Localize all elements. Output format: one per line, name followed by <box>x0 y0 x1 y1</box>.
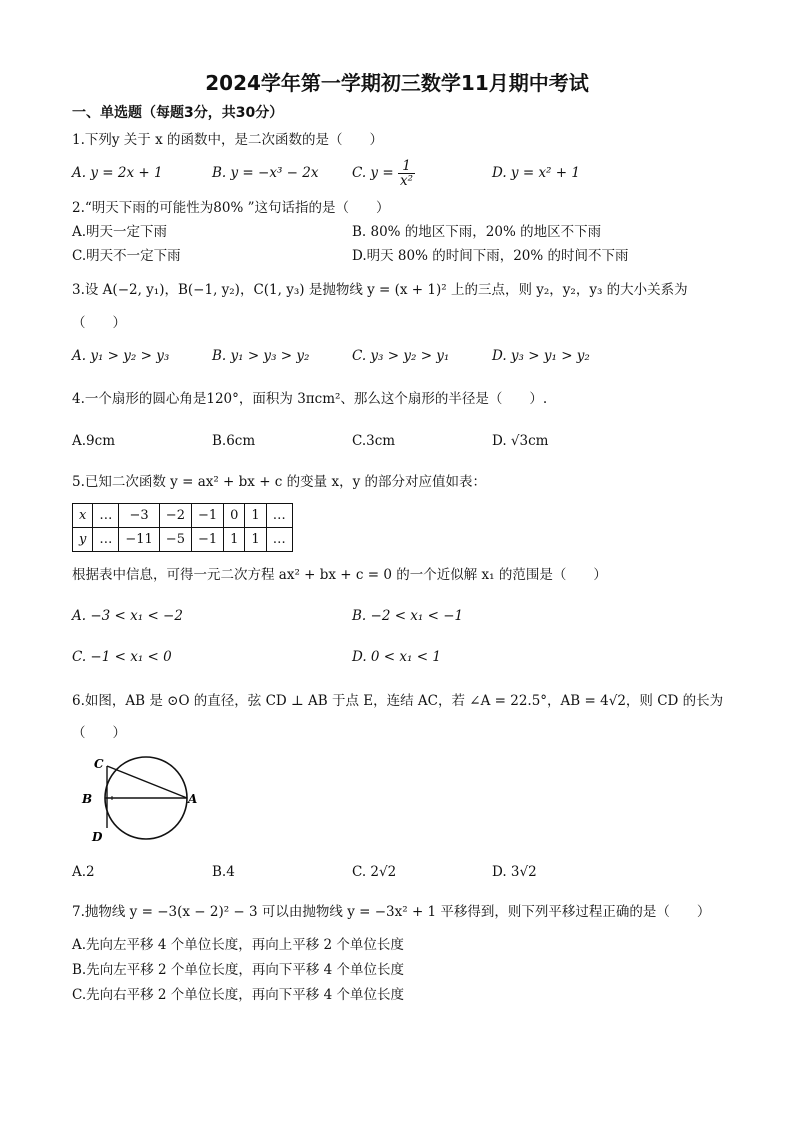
q2-option-b: B. 80% 的地区下雨，20% 的地区不下雨 <box>352 224 602 240</box>
q1-option-c-fraction <box>398 159 415 188</box>
q4-option-d: D. √3cm <box>492 433 549 449</box>
table-cell: −3 <box>119 504 159 528</box>
q2-option-d: D.明天 80% 的时间下雨，20% 的时间不下雨 <box>352 248 629 264</box>
q3-option-a: A. y₁ > y₂ > y₃ <box>72 348 170 364</box>
q5-option-c: C. −1 < x₁ < 0 <box>72 649 172 665</box>
q1-option-b: B. y = −x³ − 2x <box>212 165 319 181</box>
q3-option-b: B. y₁ > y₃ > y₂ <box>212 348 310 364</box>
q7-option-c: C.先向右平移 2 个单位长度，再向下平移 4 个单位长度 <box>72 987 404 1003</box>
value-table <box>72 503 293 552</box>
q5-stem: 5.已知二次函数 y = ax² + bx + c 的变量 x，y 的部分对应值如表： <box>72 474 486 490</box>
table-cell: −2 <box>159 504 191 528</box>
label-a: A <box>188 792 198 806</box>
q4-option-c: C.3cm <box>352 433 396 449</box>
q5-stem2: 根据表中信息，可得一元二次方程 ax² + bx + c = 0 的一个近似解 x₁ 的范围是（ ） <box>72 567 607 583</box>
table-cell: −1 <box>191 504 223 528</box>
table-cell: 0 <box>224 504 245 528</box>
q1-option-c-prefix: C. y = <box>352 165 394 181</box>
table-cell: … <box>266 528 292 552</box>
table-row-y <box>73 528 293 552</box>
q1-option-a: A. y = 2x + 1 <box>72 165 163 181</box>
circle-diagram <box>80 756 220 846</box>
q3-paren: （ ） <box>72 315 126 331</box>
table-cell: … <box>93 504 119 528</box>
table-cell: 1 <box>245 528 266 552</box>
q7-option-a: A.先向左平移 4 个单位长度，再向上平移 2 个单位长度 <box>72 937 404 953</box>
table-cell: y <box>73 528 93 552</box>
q4-option-b: B.6cm <box>212 433 256 449</box>
segment-ac <box>107 766 187 798</box>
q1-option-c-denominator: x² <box>399 173 413 189</box>
table-row-x <box>73 504 293 528</box>
q2-option-c: C.明天不一定下雨 <box>72 248 181 264</box>
q1-option-d: D. y = x² + 1 <box>492 165 580 181</box>
q3-option-c: C. y₃ > y₂ > y₁ <box>352 348 450 364</box>
q4-stem: 4.一个扇形的圆心角是120°，面积为 3πcm²、那么这个扇形的半径是（ ）. <box>72 391 548 407</box>
q4-option-a: A.9cm <box>72 433 115 449</box>
q5-option-a: A. −3 < x₁ < −2 <box>72 608 183 624</box>
table-cell: −11 <box>119 528 159 552</box>
label-c: C <box>94 757 104 771</box>
q7-stem: 7.抛物线 y = −3(x − 2)² − 3 可以由抛物线 y = −3x² + 1 平移得到，则下列平移过程正确的是（ ） <box>72 904 711 920</box>
q2-option-a: A.明天一定下雨 <box>72 224 168 240</box>
q6-option-b: B.4 <box>212 864 235 880</box>
table-cell: x <box>73 504 93 528</box>
table-cell: … <box>93 528 119 552</box>
q7-option-b: B.先向左平移 2 个单位长度，再向下平移 4 个单位长度 <box>72 962 405 978</box>
q5-option-d: D. 0 < x₁ < 1 <box>352 649 441 665</box>
q6-paren: （ ） <box>72 725 126 741</box>
q6-stem: 6.如图，AB 是 ⊙O 的直径，弦 CD ⊥ AB 于点 E，连结 AC，若 ∠A = 22.5°，AB = 4√2，则 CD 的长为 <box>72 693 724 709</box>
q3-option-d: D. y₃ > y₁ > y₂ <box>492 348 590 364</box>
q1-option-c-numerator: 1 <box>398 159 415 174</box>
q6-option-a: A.2 <box>72 864 95 880</box>
label-d: D <box>92 830 103 844</box>
table-cell: −1 <box>191 528 223 552</box>
q1-stem: 1.下列y 关于 x 的函数中，是二次函数的是（ ） <box>72 132 383 148</box>
table-cell: 1 <box>245 504 266 528</box>
table-cell: −5 <box>159 528 191 552</box>
q6-option-d: D. 3√2 <box>492 864 537 880</box>
section-heading: 一、单选题（每题3分，共30分） <box>72 105 284 121</box>
q3-stem: 3.设 A(−2, y₁)，B(−1, y₂)，C(1, y₃) 是抛物线 y = (x + 1)² 上的三点，则 y₂，y₂，y₃ 的大小关系为 <box>72 282 688 298</box>
table-cell: … <box>266 504 292 528</box>
q1-option-c <box>352 156 415 190</box>
label-b: B <box>82 792 93 806</box>
q2-stem: 2.“明天下雨的可能性为80% ”这句话指的是（ ） <box>72 200 390 216</box>
q6-option-c: C. 2√2 <box>352 864 397 880</box>
table-cell: 1 <box>224 528 245 552</box>
exam-title: 2024学年第一学期初三数学11月期中考试 <box>205 71 589 95</box>
q5-option-b: B. −2 < x₁ < −1 <box>352 608 464 624</box>
